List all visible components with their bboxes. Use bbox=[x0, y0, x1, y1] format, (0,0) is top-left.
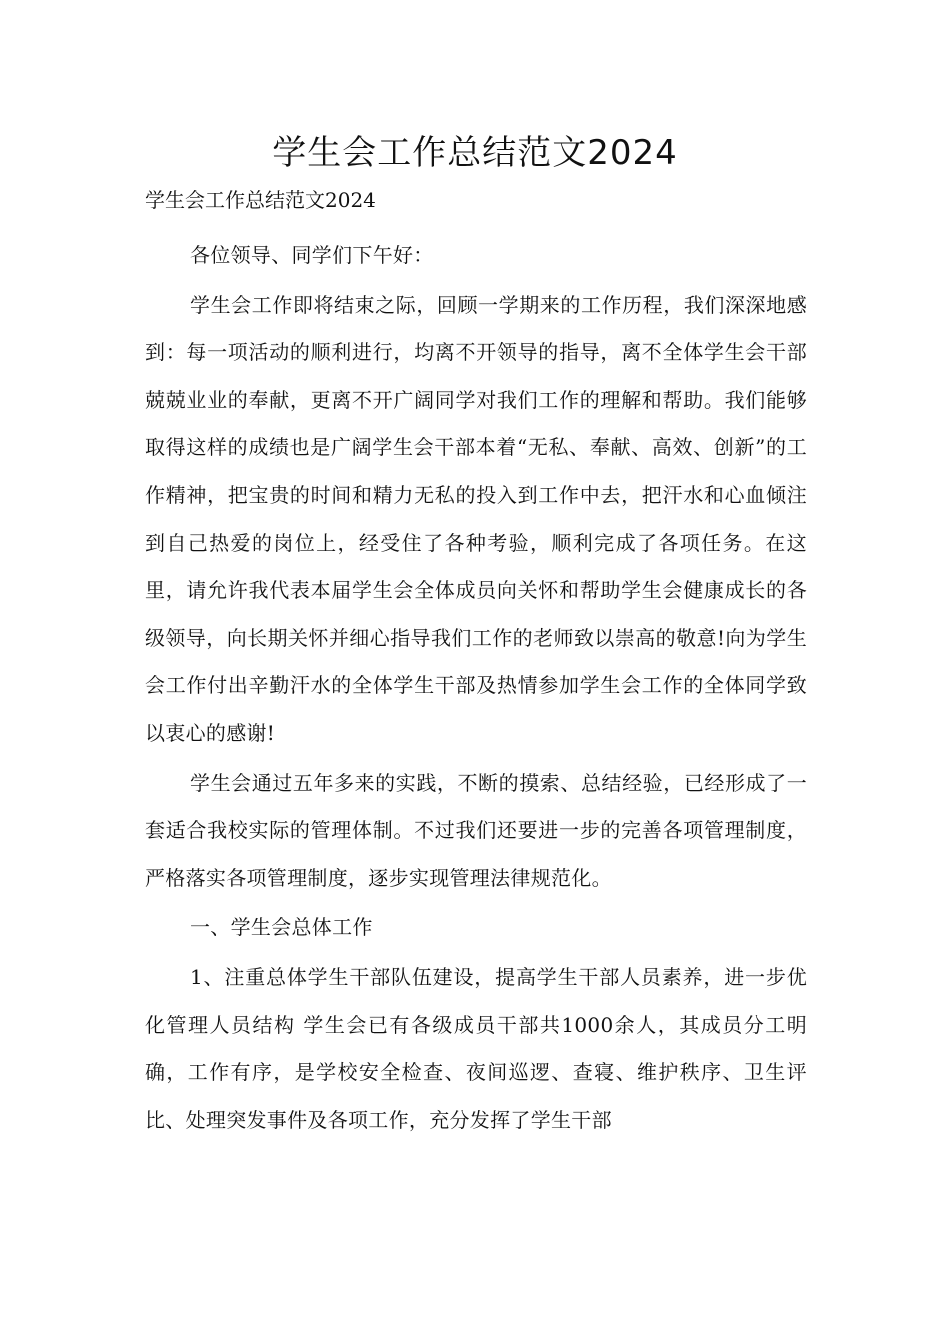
document-body bbox=[145, 232, 807, 1144]
greeting-paragraph: 各位领导、同学们下午好： bbox=[190, 243, 434, 267]
opening-paragraph: 学生会工作即将结束之际，回顾一学期来的工作历程，我们深深地感到：每一项活动的顺利进行，均离不开领导的指导，离不全体学生会干部兢兢业业的奉献，更离不开广阔同学对我们工作的理解和帮助。我们能够取得这样的成绩也是广阔学生会干部本着“无私、奉献、高效、创新”的工作精神，把宝贵的时间和精力无私的投入到工作中去，把汗水和心血倾注到自己热爱的岗位上，经受住了各种考验，顺利完成了各项任务。在这里，请允许我代表本届学生会全体成员向关怀和帮助学生会健康成长的各级领导，向长期关怀并细心指导我们工作的老师致以崇高的敬意!向为学生会工作付出辛勤汗水的全体学生干部及热情参加学生会工作的全体同学致以衷心的感谢! bbox=[145, 292, 807, 745]
document-title: 学生会工作总结范文2024 bbox=[272, 133, 678, 173]
practice-paragraph: 学生会通过五年多来的实践，不断的摸索、总结经验，已经形成了一套适合我校实际的管理体制。不过我们还要进一步的完善各项管理制度，严格落实各项管理制度，逐步实现管理法律规范化。 bbox=[145, 770, 807, 890]
document-subtitle: 学生会工作总结范文2024 bbox=[145, 188, 376, 212]
section-heading: 一、学生会总体工作 bbox=[190, 915, 373, 940]
item-paragraph: 1、注重总体学生干部队伍建设，提高学生干部人员素养，进一步优化管理人员结构 学生会已有各级成员干部共1000余人，其成员分工明确，工作有序，是学校安全检查、夜间巡逻、查寝、维护秩序、卫生评比、处理突发事件及各项工作，充分发挥了学生干部 bbox=[145, 964, 807, 1132]
